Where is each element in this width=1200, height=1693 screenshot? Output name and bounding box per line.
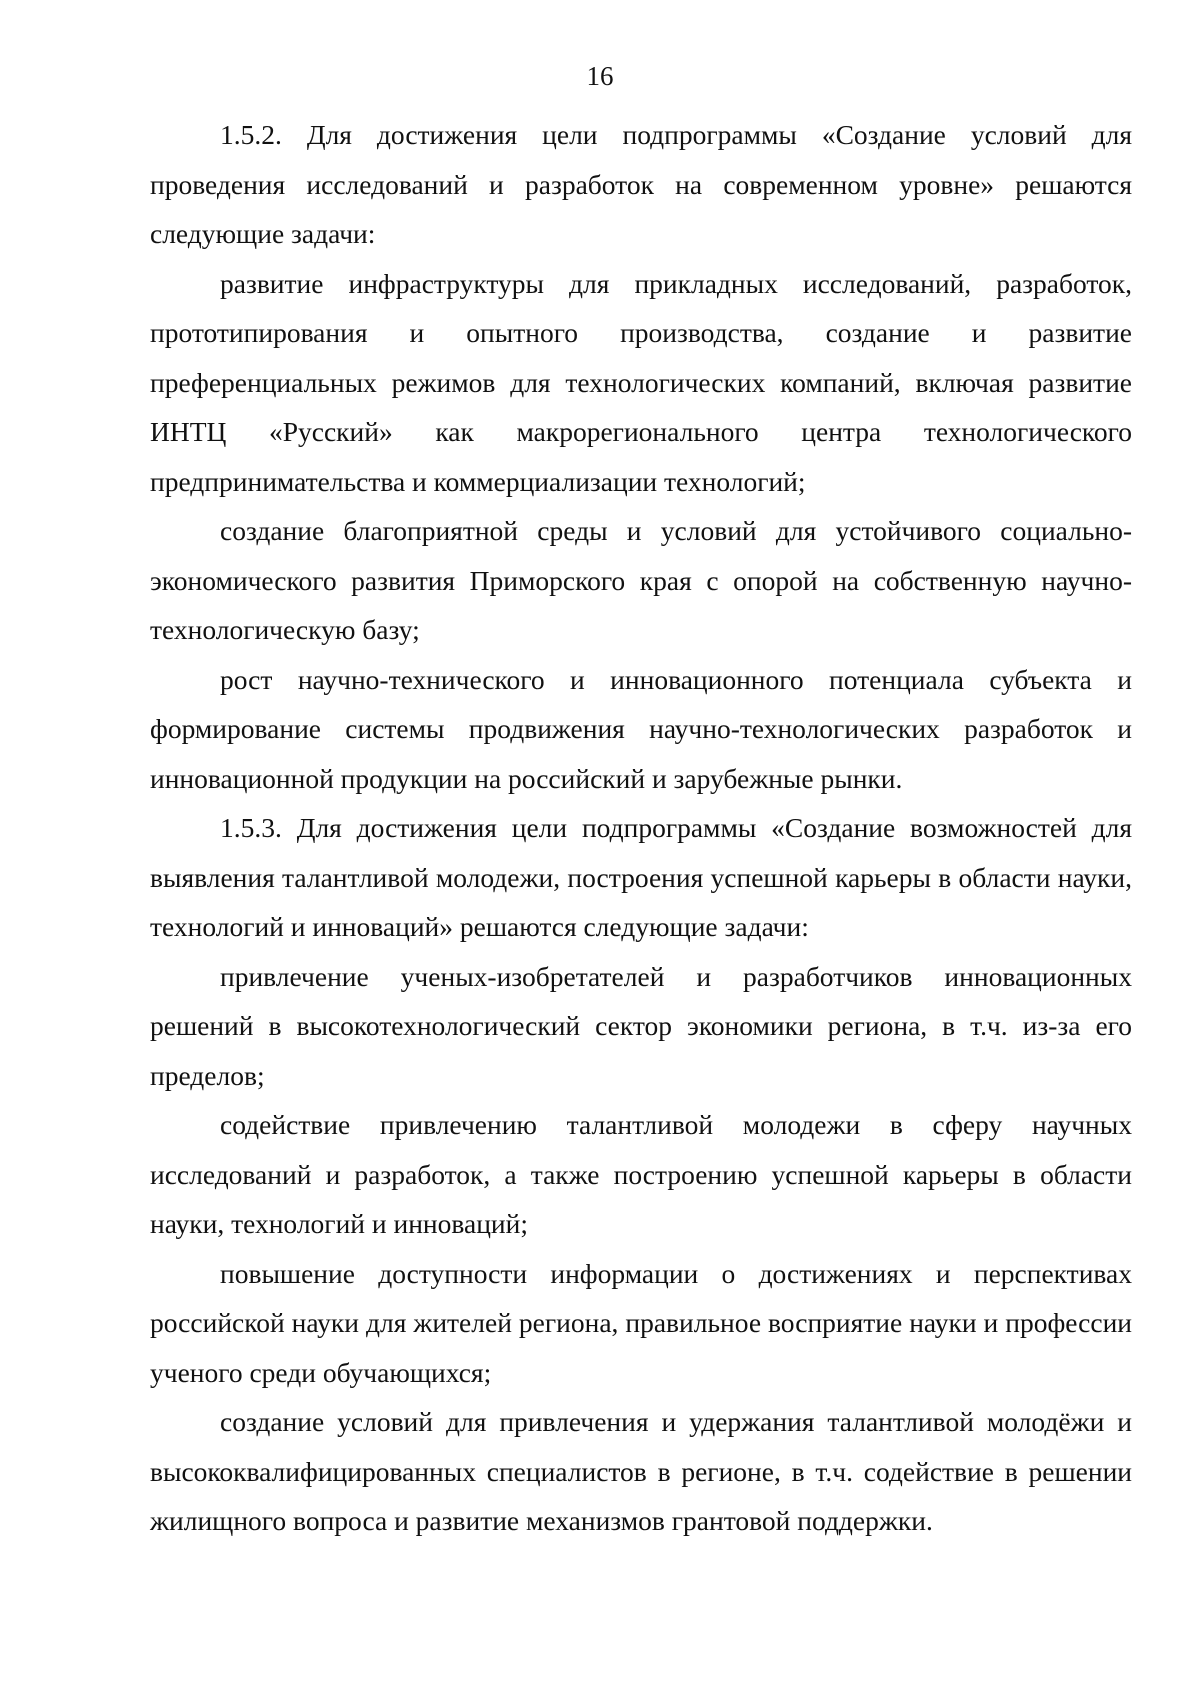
paragraph-1-5-3-intro: 1.5.3. Для достижения цели подпрограммы «Создание возможностей для выявления талантливой молодежи, построения успешной карьеры в области науки, технологий и инноваций» решаются следующие задачи:	[150, 812, 1132, 942]
paragraph-task-infrastructure: развитие инфраструктуры для прикладных исследований, разработок, прототипирования и опытного производства, создание и развитие преференциальных режимов для технологических компаний, включая развитие ИНТЦ «Русский» как макрорегионального центра технологического предпринимательства и коммерциализации технологий;	[150, 267, 1132, 497]
paragraph-task-retention: создание условий для привлечения и удержания талантливой молодёжи и высококвалифицированных специалистов в регионе, в т.ч. содействие в решении жилищного вопроса и развитие механизмов грантовой поддержки.	[150, 1406, 1132, 1536]
paragraph-task-environment: создание благоприятной среды и условий для устойчивого социально-экономического развития Приморского края с опорой на собственную научно-технологическую базу;	[150, 515, 1132, 645]
paragraph-task-potential: рост научно-технического и инновационного потенциала субъекта и формирование системы продвижения научно-технологических разработок и инновационной продукции на российский и зарубежные рынки.	[150, 663, 1132, 794]
paragraph-task-youth: содействие привлечению талантливой молодежи в сферу научных исследований и разработок, а также построению успешной карьеры в области науки, технологий и инноваций;	[150, 1109, 1132, 1239]
page-number: 16	[586, 61, 614, 91]
paragraph-task-attract-scientists: привлечение ученых-изобретателей и разработчиков инновационных решений в высокотехнологический сектор экономики региона, в т.ч. из-за его пределов;	[150, 960, 1132, 1091]
document-body	[150, 110, 1132, 1546]
paragraph-task-accessibility: повышение доступности информации о достижениях и перспективах российской науки для жителей региона, правильное восприятие науки и профессии ученого среди обучающихся;	[150, 1257, 1132, 1388]
paragraph-1-5-2-intro: 1.5.2. Для достижения цели подпрограммы «Создание условий для проведения исследований и разработок на современном уровне» решаются следующие задачи:	[150, 119, 1132, 249]
